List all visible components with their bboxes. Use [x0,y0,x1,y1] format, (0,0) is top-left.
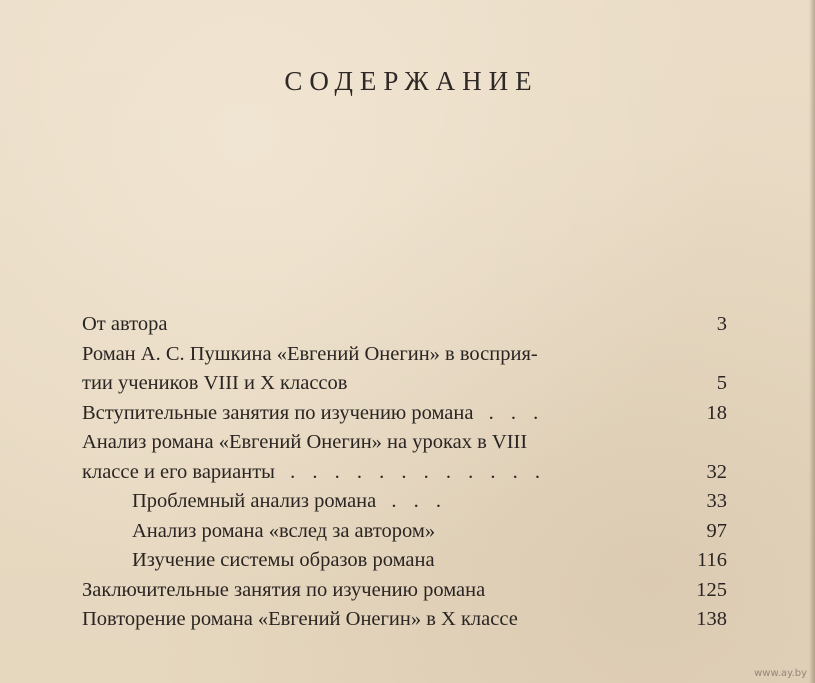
toc-page-number: 138 [696,608,727,630]
toc-dot-leader: . . . [391,490,447,512]
toc-entry-from-author [82,310,727,340]
toc-page-number: 33 [706,490,727,512]
toc-entry-text: Повторение романа «Евгений Онегин» в X классе [82,608,518,630]
toc-entry-text: классе и его варианты [82,460,275,483]
page-edge-shadow [809,0,815,683]
toc-page-number: 116 [697,549,727,571]
table-of-contents [82,310,727,635]
toc-dot-leader: . . . . . . . . . . . . [290,460,546,483]
page-title: СОДЕРЖАНИЕ [284,66,539,96]
toc-entry-text: Проблемный анализ романа [132,490,377,512]
toc-entry-perception-line1 [82,340,727,370]
toc-entry-text: Заключительные занятия по изучению романа [82,578,486,601]
toc-page-number: 3 [716,313,727,335]
toc-page-number: 125 [696,578,727,601]
toc-entry-text: Роман А. С. Пушкина «Евгений Онегин» в восприя- [82,342,538,365]
toc-entry-perception-line2 [82,369,727,399]
toc-entry-text: Анализ романа «вслед за автором» [132,519,436,542]
toc-page-number: 5 [716,372,727,394]
toc-subentry-following-author [82,517,727,547]
toc-entry-text: Анализ романа «Евгений Онегин» на уроках в VIII [82,431,528,453]
toc-entry-analysis-line1 [82,428,727,458]
toc-dot-leader: . . . [488,401,545,424]
toc-entry-final-lessons [82,576,727,606]
toc-page-number: 18 [706,401,727,424]
toc-entry-introductory [82,399,727,429]
toc-subentry-problem-analysis [82,487,727,517]
toc-page-number: 32 [706,460,727,483]
toc-entry-text: От автора [82,313,168,335]
toc-entry-repetition [82,605,727,635]
toc-entry-text: Вступительные занятия по изучению романа [82,401,474,424]
toc-entry-text: Изучение системы образов романа [132,549,435,571]
toc-page-number: 97 [706,519,727,542]
toc-subentry-character-system [82,546,727,576]
site-watermark: www.ay.by [754,668,807,679]
toc-entry-text: тии учеников VIII и X классов [82,372,348,394]
toc-entry-analysis-line2 [82,458,727,488]
